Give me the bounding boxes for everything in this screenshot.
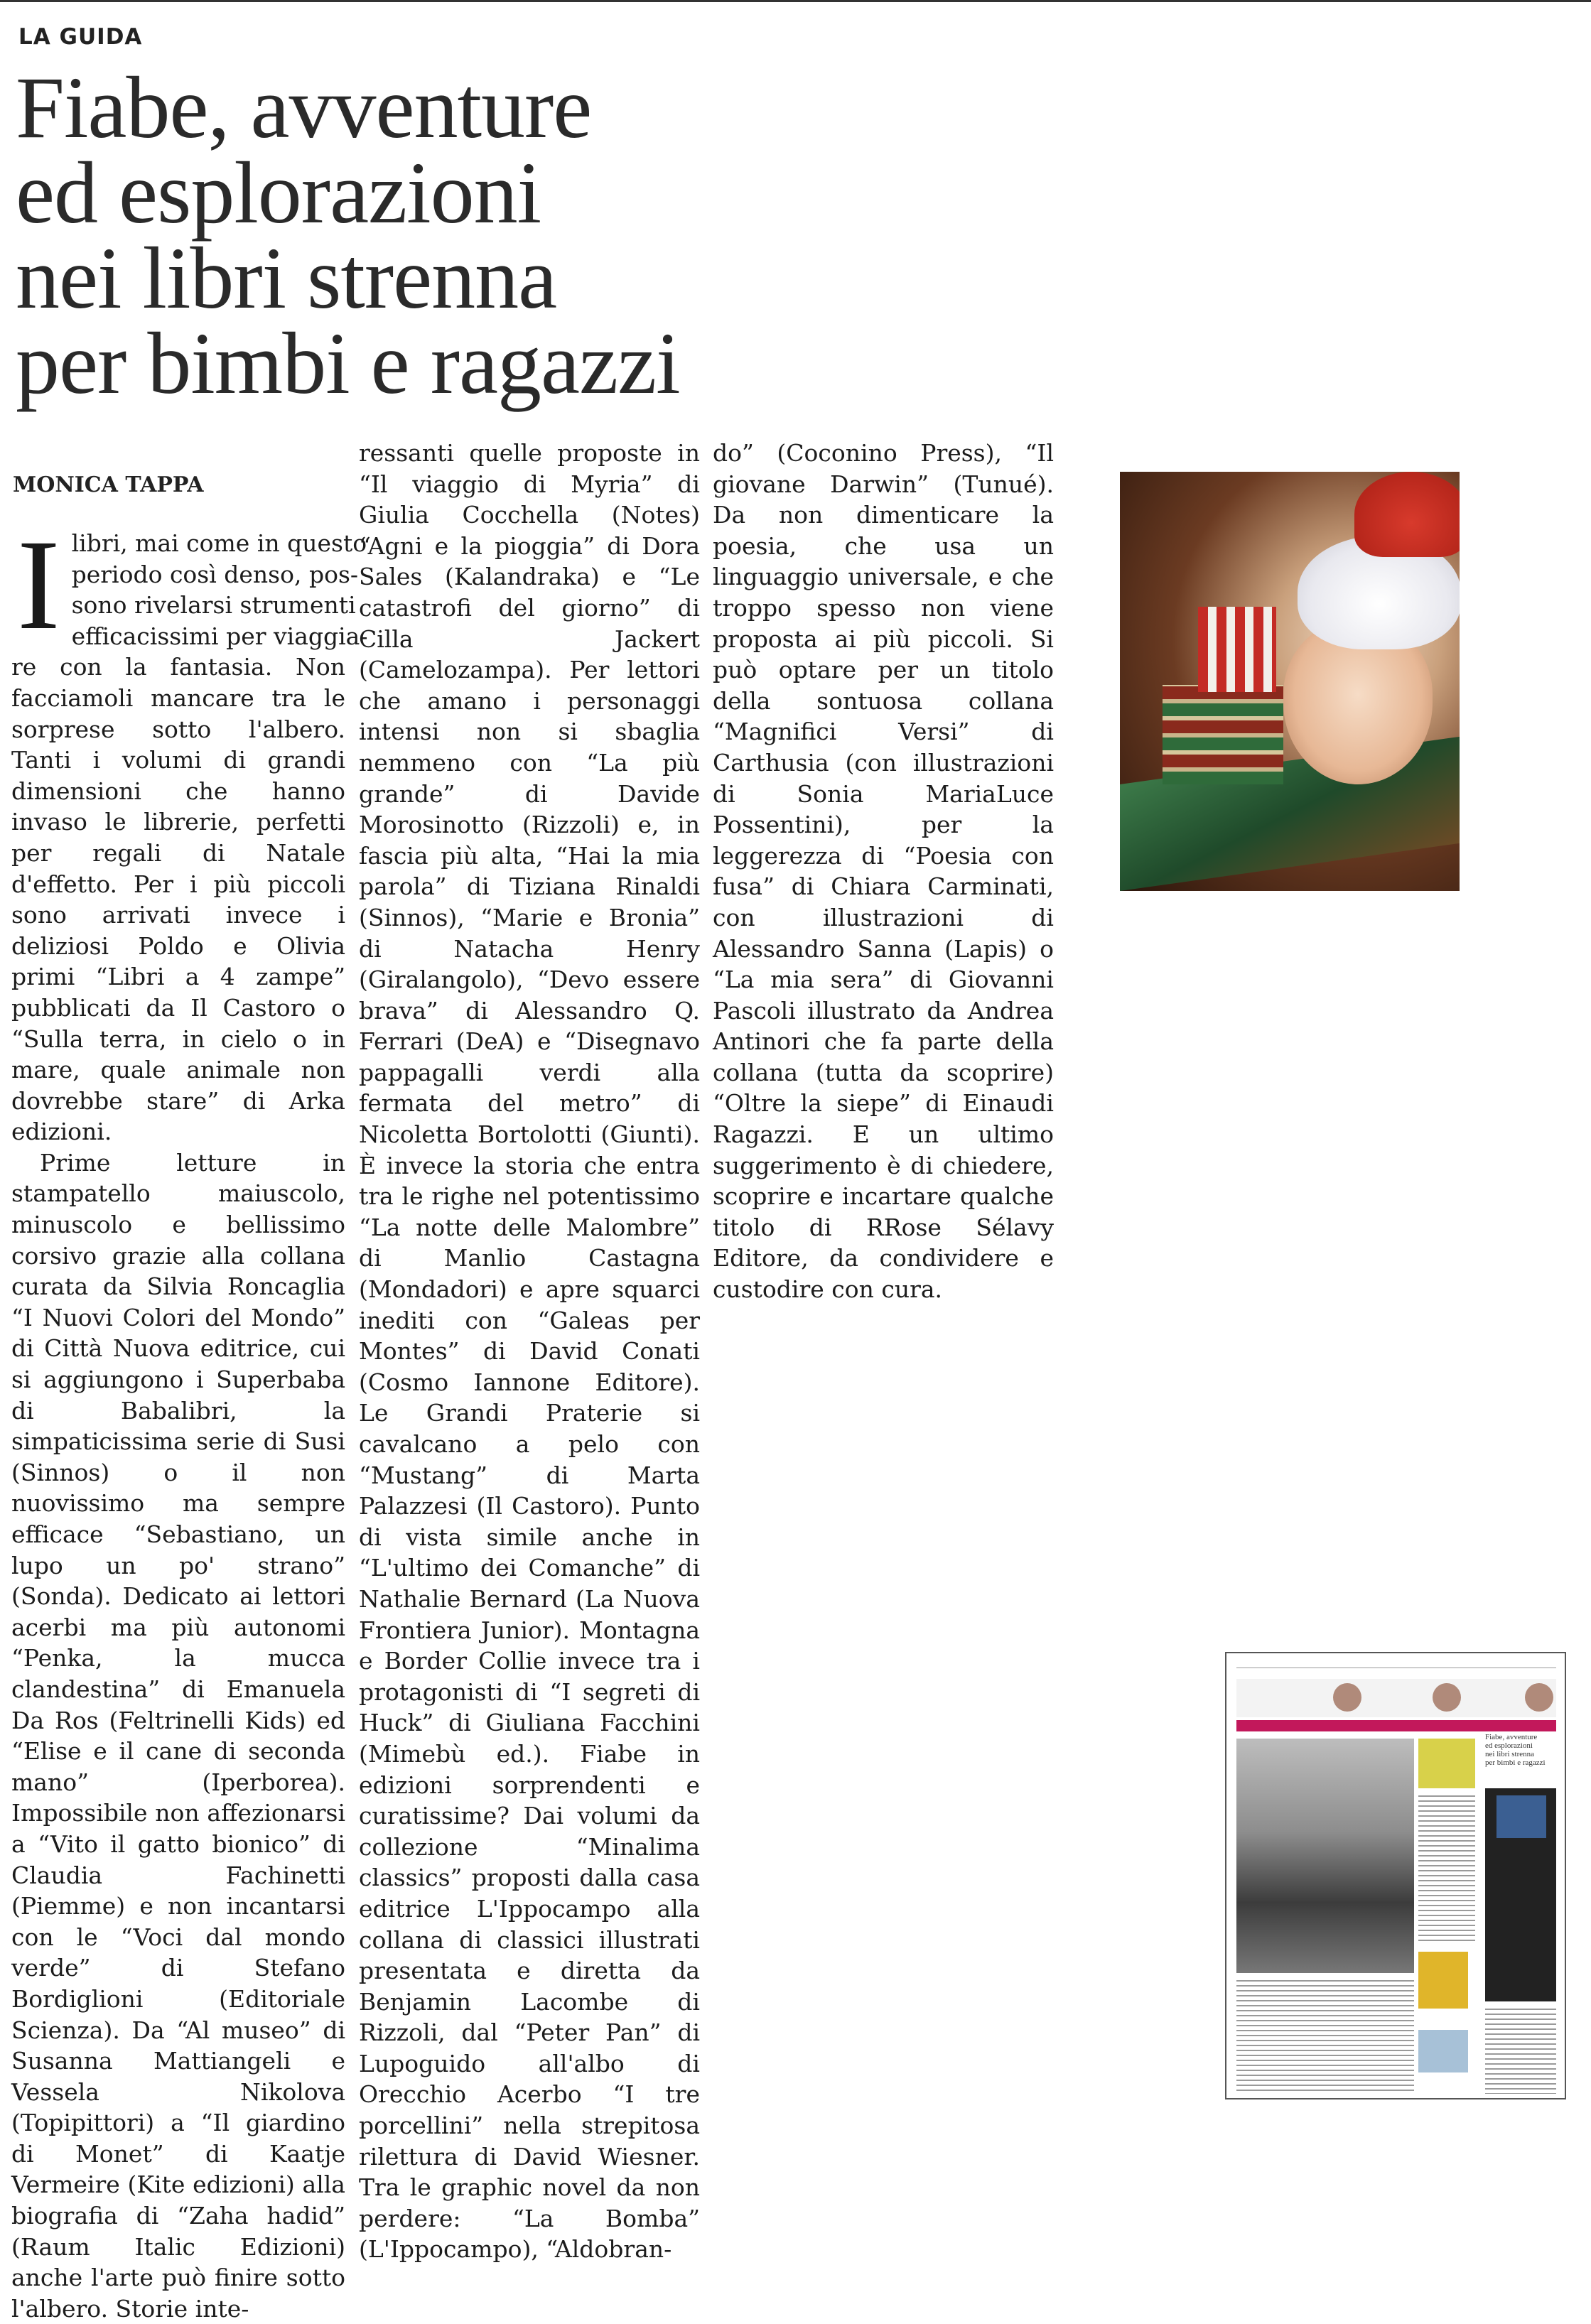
photo-gift-bag [1198, 607, 1276, 692]
photo-santa-hat-top [1354, 472, 1460, 557]
thumbnail-red-bar [1236, 1720, 1556, 1731]
article-paragraph-1 [11, 514, 368, 1147]
headline [16, 59, 712, 412]
article-paragraph-2: Prime letture in stampatello maiuscolo, minuscolo e bellissimo corsivo grazie alla collana curata da Silvia Roncaglia “I Nuovi Colori del Mondo” di Città Nuova editrice, cui si aggiungono i Superbaba di Babalibri, la simpaticissima serie di Susi (Sinnos) o il non nuovissimo ma sempre efficace “Sebastiano, un lupo un po' strano” (Sonda). Dedicato ai lettori acerbi ma più autonomi “Penka, la mucca clandestina” di Emanuela Da Ros (Feltrinelli Kids) ed “Elise e il cane di seconda mano” (Iperborea). Impossibile non affezionarsi a “Vito il gatto bionico” di Claudia Fachinetti (Piemme) e non incantarsi con le “Voci dal mondo verde” di Stefano Bordiglioni (Editoriale Scienza). Da “Al museo” di Susanna Mattiangeli e Vessela Nikolova (Topipittori) a “Il giardino di Monet” di Kaatje Vermeire (Kite edizioni) alla biografia di “Zaha hadid” (Raum Italic Edizioni) anche l'arte può finire sotto l'albero. Storie inte- [11, 1148, 345, 2323]
intro-line-2: periodo così denso, pos- [71, 560, 359, 588]
top-rule [0, 0, 1591, 2]
article-photo-child-reading [1120, 472, 1460, 891]
thumbnail-avatar [1433, 1683, 1461, 1712]
section-kicker: LA GUIDA [18, 24, 143, 50]
intro-line-3: sono rivelarsi strumenti [71, 591, 356, 620]
thumbnail-blue-image [1496, 1795, 1546, 1838]
article-column-1 [11, 514, 368, 2324]
paragraph-1-text: re con la fantasia. Non facciamoli mancare tra le sorprese sotto l'albero. Tanti i volumi di grandi dimensioni che hanno invaso le librerie, perfetti per regali di Natale d'effetto. Per i più piccoli sono arrivati invece i deliziosi Poldo e Olivia primi “Libri a 4 zampe” pubblicati da Il Castoro o “Sulla terra, in cielo o in mare, quale animale non dovrebbe stare” di Arka edizioni. [11, 653, 345, 1146]
thumbnail-text-block [1485, 2009, 1556, 2094]
thumbnail-headline: Fiabe, avventure ed esplorazioni nei libri strenna per bimbi e ragazzi [1485, 1733, 1546, 1767]
thumbnail-text-block [1418, 1795, 1475, 1945]
article-column-2 [359, 438, 700, 2265]
thumbnail-avatar [1333, 1683, 1361, 1712]
column-3-text: do” (Coconino Press), “Il giovane Darwin” (Tunué). Da non dimenticare la poesia, che usa un linguaggio universale, e che troppo spesso non viene proposta ai più piccoli. Si può optare per un titolo della sontuosa collana “Magnifici Versi” di Carthusia (con illustrazioni di Sonia MariaLuce Possentini), per la leggerezza di “Poesia con fusa” di Chiara Carminati, con illustrazioni di Alessandro Sanna (Lapis) o “La mia sera” di Giovanni Pascoli illustrato da Andrea Antinori che fa parte della collana (tutta da scoprire) “Oltre la siepe” di Einaudi Ragazzi. E un ultimo suggerimento è di chiedere, scoprire e incartare qualche titolo di RRose Sélavy Editore, da condividere e custodire con cura. [713, 439, 1054, 1304]
drop-cap: I [17, 514, 60, 656]
headline-line-2: ed esplorazioni [16, 144, 541, 242]
photo-book-stack [1163, 685, 1283, 784]
thumbnail-top-band [1236, 1679, 1556, 1717]
column-2-text: ressanti quelle proposte in “Il viaggio di Myria” di Giulia Cocchella (Notes) “Agni e la pioggia” di Dora Sales (Kalandraka) e “Le catastrofi del giorno” di Cilla Jackert (Camelozampa). Per lettori che amano i personaggi intensi non si sbaglia nemmeno con “La più grande” di Davide Morosinotto (Rizzoli) e, in fascia più alta, “Hai la mia parola” di Tiziana Rinaldi (Sinnos), “Marie e Bronia” di Natacha Henry (Giralangolo), “Devo essere brava” di Alessandro Q. Ferrari (DeA) e “Disegnavo pappagalli verdi alla fermata del metro” di Nicoletta Bortolotti (Giunti). È invece la storia che entra tra le righe nel potentissimo “La notte delle Malombre” di Manlio Castagna (Mondadori) e apre squarci inediti con “Galeas per Montes” di David Conati (Cosmo Iannone Editore). Le Grandi Praterie si cavalcano a pelo con “Mustang” di Marta Palazzesi (Il Castoro). Punto di vista simile anche in “L'ultimo dei Comanche” di Nathalie Bernard (La Nuova Frontiera Junior). Montagna e Border Collie invece tra i protagonisti di “I segreti di Huck” di Giuliana Facchini (Mimebù ed.). Fiabe in edizioni sorprendenti e curatissime? Dai volumi da collezione “Minalima classics” proposti dalla casa editrice L'Ippocampo alla collana di classici illustrati presentata e diretta da Benjamin Lacombe di Rizzoli, dal “Peter Pan” di Lupoguido all'albo di Orecchio Acerbo “I tre porcellini” nella strepitosa rilettura di David Wiesner. Tra le graphic novel da non perdere: “La Bomba” (L'Ippocampo), “Aldobran- [359, 439, 700, 2264]
article-column-3 [713, 438, 1054, 1305]
headline-line-3: nei libri strenna [16, 229, 557, 327]
intro-line-4: efficacissimi per viaggia- [71, 622, 368, 650]
thumbnail-book-cover [1418, 2030, 1468, 2072]
thumbnail-book-cover [1418, 1952, 1468, 2009]
byline: MONICA TAPPA [13, 472, 204, 497]
headline-line-4: per bimbi e ragazzi [16, 315, 680, 412]
thumbnail-yellow-image [1418, 1739, 1475, 1788]
thumbnail-text-block [1236, 1980, 1414, 2094]
thumbnail-landscape-photo [1236, 1739, 1414, 1973]
intro-line-1: libri, mai come in questo [71, 529, 367, 557]
thumbnail-avatar [1525, 1683, 1553, 1712]
thumbnail-header [1236, 1659, 1556, 1668]
page-thumbnail [1225, 1652, 1566, 2099]
headline-line-1: Fiabe, avventure [16, 59, 592, 156]
